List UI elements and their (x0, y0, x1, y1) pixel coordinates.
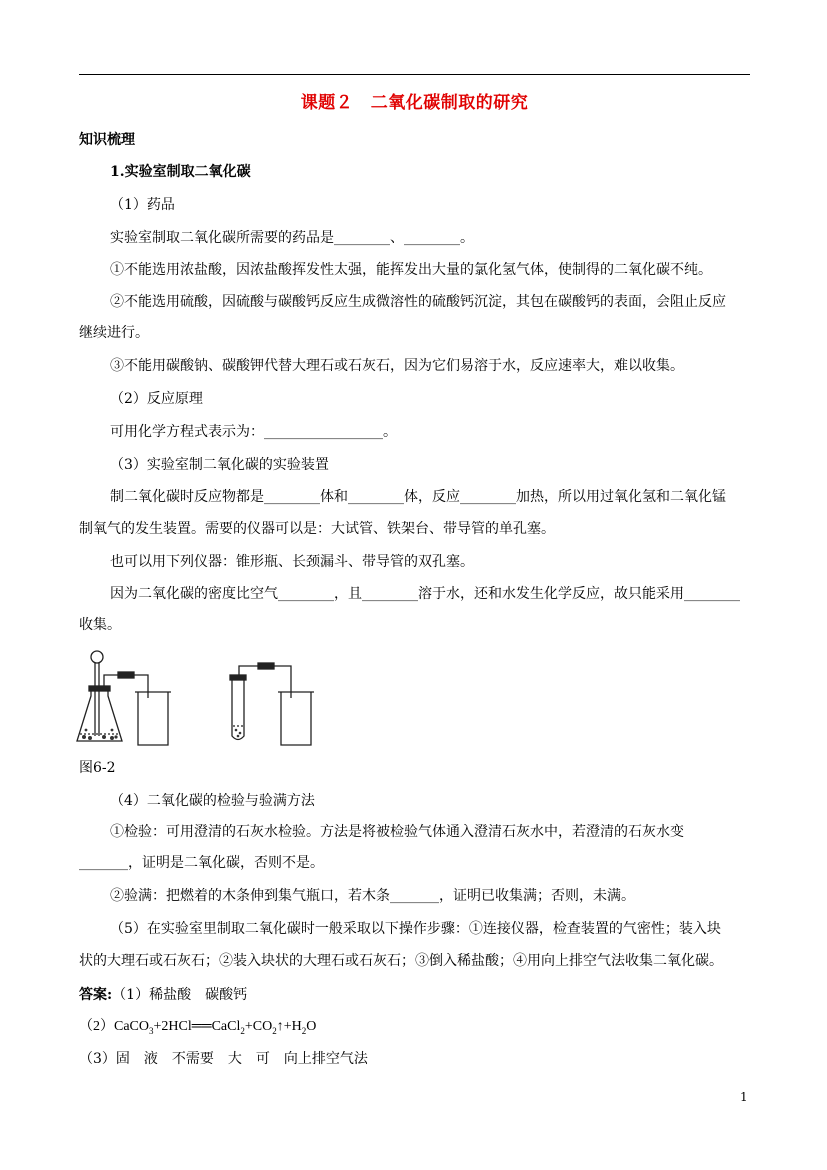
answer-label: 答案: (79, 987, 113, 1003)
test-tube-delivery-tube (239, 666, 291, 698)
item-1-heading: （1）药品 (110, 197, 175, 213)
sub-heading: 1.实验室制取二氧化碳 (110, 164, 251, 180)
alt-sentence: 也可以用下列仪器：锥形瓶、长颈漏斗、带导管的双孔塞。 (110, 554, 474, 570)
item-3-heading: （3）实验室制二氧化碳的实验装置 (110, 457, 329, 473)
lab-apparatus-figure (76, 648, 316, 748)
test-tube-stopper (230, 675, 246, 680)
item-5-line-1: （5）在实验室里制取二氧化碳时一般采取以下操作步骤：①连接仪器，检查装置的气密性；装入块 (110, 921, 721, 937)
test-line-1: ①检验：可用澄清的石灰水检验。方法是将被检验气体通入澄清石灰水中，若澄清的石灰水变 (110, 824, 684, 840)
test-tube (232, 675, 244, 740)
note-1: ①不能选用浓盐酸，因浓盐酸挥发性太强，能挥发出大量的氯化氢气体，使制得的二氧化碳不纯。 (110, 262, 712, 278)
page-number: 1 (740, 1090, 748, 1104)
test-line-2: _______，证明是二氧化碳，否则不是。 (79, 855, 324, 871)
answer-2: $(2)CaCO_3+2HCl══CaCl_2+CO_2↑+H_2O$ (79, 1019, 317, 1036)
gas-jar (138, 692, 168, 745)
full-test: ②验满：把燃着的木条伸到集气瓶口，若木条_______，证明已收集满；否则，未满。 (110, 888, 635, 904)
item-5-line-2: 状的大理石或石灰石；②装入块状的大理石或石灰石；③倒入稀盐酸；④用向上排空气法收集二氧化碳。 (79, 953, 723, 969)
item-2-heading: （2）反应原理 (110, 391, 203, 407)
density-line-1: 因为二氧化碳的密度比空气________，且________溶于水，还和水发生化学反应，故只能采用________ (110, 586, 740, 602)
page-title: 课题２ 二氧化碳制取的研究 (300, 93, 529, 113)
drug-sentence: 实验室制取二氧化碳所需要的药品是________、________。 (110, 230, 474, 246)
answer-block (79, 985, 247, 1005)
answer-3: （3）固 液 不需要 大 可 向上排空气法 (79, 1051, 368, 1067)
rubber-joint (118, 672, 134, 678)
header-rule (79, 74, 750, 75)
apparatus-line-1: 制二氧化碳时反应物都是________体和________体，反应________加热，所以用过氧化氢和二氧化锰 (110, 489, 726, 505)
figure-caption: 图6-2 (79, 760, 116, 776)
density-line-2: 收集。 (79, 617, 121, 633)
item-4-heading: （4）二氧化碳的检验与验满方法 (110, 793, 315, 809)
note-2-line-2: 继续进行。 (79, 325, 149, 341)
apparatus-line-2: 制氧气的发生装置。需要的仪器可以是：大试管、铁架台、带导管的单孔塞。 (79, 521, 555, 537)
section-heading: 知识梳理 (79, 132, 135, 148)
equation-sentence: 可用化学方程式表示为：_________________。 (110, 424, 397, 440)
stopper (89, 686, 110, 691)
note-3: ③不能用碳酸钠、碳酸钾代替大理石或石灰石，因为它们易溶于水，反应速率大，难以收集。 (110, 358, 684, 374)
note-2-line-1: ②不能选用硫酸，因硫酸与碳酸钙反应生成微溶性的硫酸钙沉淀，其包在碳酸钙的表面，会阻止反应 (110, 294, 726, 310)
answer-1: （1）稀盐酸 碳酸钙 (112, 987, 248, 1003)
gas-jar-2 (281, 692, 311, 745)
funnel-bulb (91, 651, 103, 663)
